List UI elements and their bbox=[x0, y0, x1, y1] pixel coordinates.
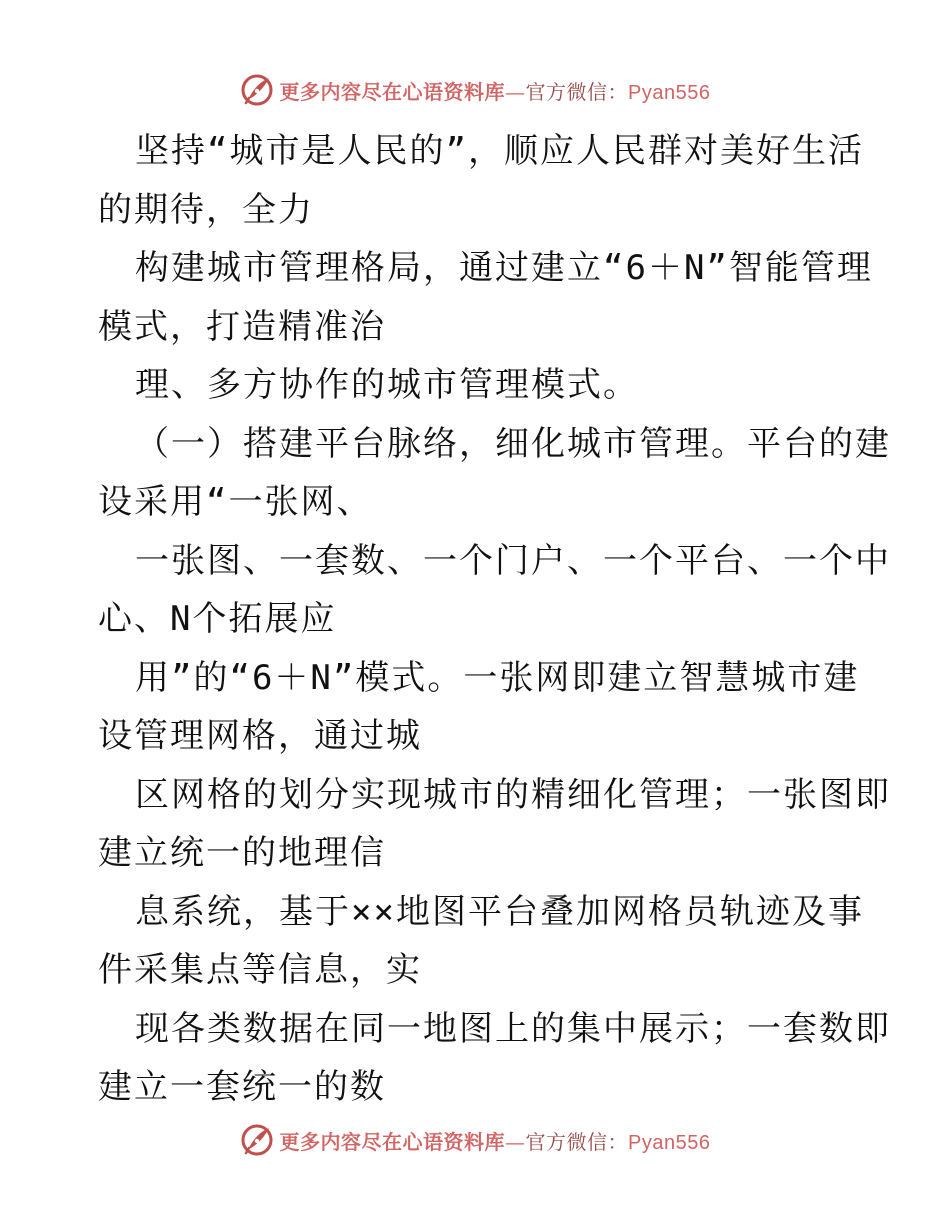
document-body bbox=[98, 122, 891, 1117]
feather-pen-in-circle-icon bbox=[240, 73, 274, 107]
paragraph bbox=[98, 883, 864, 1000]
paragraph-first-line: 息系统，基于××地图平台叠加网格员轨迹及事 bbox=[135, 891, 864, 932]
paragraph-first-line: 构建城市管理格局，通过建立“6＋N”智能管理 bbox=[135, 248, 873, 288]
paragraph bbox=[98, 766, 891, 883]
watermark-separator: — bbox=[505, 79, 526, 104]
paragraph bbox=[98, 532, 891, 649]
paragraph-continuation-line: 设管理网格，通过城 bbox=[98, 716, 422, 756]
watermark-wechat-handle: Pyan556 bbox=[628, 1131, 711, 1154]
watermark-separator: — bbox=[505, 1129, 526, 1154]
watermark-main-text: 更多内容尽在心语资料库 bbox=[279, 79, 506, 104]
paragraph bbox=[98, 415, 891, 532]
paragraph-first-line: 用”的“6＋N”模式。一张网即建立智慧城市建 bbox=[135, 657, 860, 698]
paragraph-first-line: 一张图、一套数、一个门户、一个平台、一个中 bbox=[135, 540, 891, 581]
watermark-text bbox=[280, 76, 711, 105]
paragraph-continuation-line: 建立统一的地理信 bbox=[98, 833, 386, 873]
paragraph-continuation-line: 件采集点等信息，实 bbox=[98, 950, 422, 990]
paragraph-continuation-line: 设采用“一张网、 bbox=[98, 482, 373, 522]
paragraph-first-line: （一）搭建平台脉络，细化城市管理。平台的建 bbox=[135, 423, 891, 464]
watermark-text bbox=[280, 1126, 711, 1155]
feather-pen-in-circle-icon bbox=[240, 1123, 274, 1157]
paragraph bbox=[98, 1000, 891, 1117]
header-watermark bbox=[0, 70, 950, 110]
watermark-main-text: 更多内容尽在心语资料库 bbox=[279, 1129, 506, 1154]
paragraph bbox=[98, 122, 864, 239]
paragraph-continuation-line: 模式，打造精准治 bbox=[98, 306, 386, 347]
paragraph bbox=[98, 649, 858, 766]
paragraph-first-line: 现各类数据在同一地图上的集中展示；一套数即 bbox=[135, 1008, 891, 1049]
watermark-wechat-label: 官方微信： bbox=[525, 1129, 629, 1154]
paragraph-first-line: 区网格的划分实现城市的精细化管理；一张图即 bbox=[135, 774, 891, 815]
watermark-wechat-handle: Pyan556 bbox=[628, 81, 711, 104]
paragraph-continuation-line: 建立一套统一的数 bbox=[98, 1067, 386, 1107]
watermark-wechat-label: 官方微信： bbox=[525, 79, 629, 104]
paragraph-first-line: 坚持“城市是人民的”，顺应人民群对美好生活 bbox=[135, 131, 864, 171]
paragraph-continuation-line: 的期待，全力 bbox=[98, 189, 314, 230]
paragraph bbox=[98, 356, 858, 415]
paragraph bbox=[98, 239, 873, 356]
footer-watermark bbox=[0, 1120, 950, 1160]
paragraph-continuation-line: 心、N个拓展应 bbox=[98, 599, 337, 639]
paragraph-first-line: 理、多方协作的城市管理模式。 bbox=[135, 365, 639, 405]
